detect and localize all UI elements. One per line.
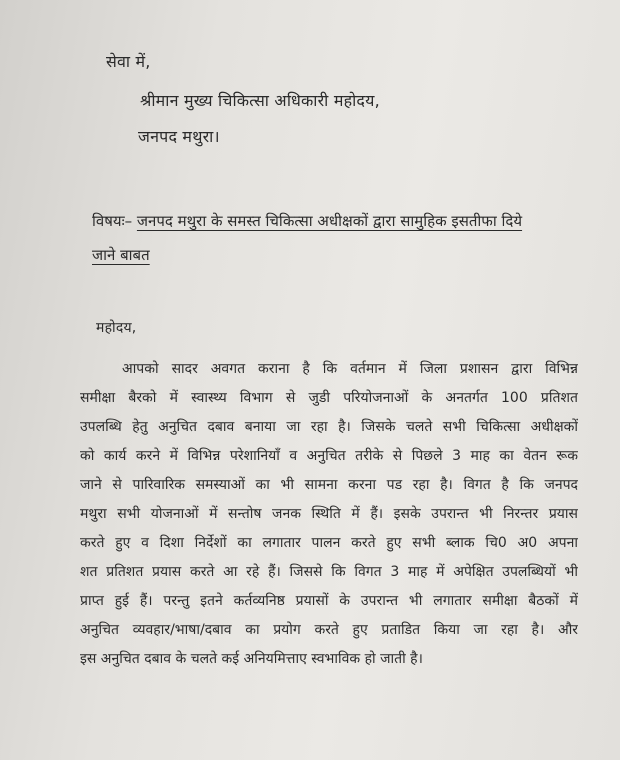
recipient-district: जनपद मथुरा। <box>138 127 220 146</box>
body-line: जाने से पारिवारिक समस्याओं का भी सामना करना पड रहा है। विगत है कि जनपद <box>80 477 578 493</box>
subject-block <box>92 204 592 272</box>
body-line: प्राप्त हुई हैं। परन्तु इतने कर्तव्यनिष्ठ प्रयासों के उपरान्त भी लगातार समीक्षा बैठकों में <box>80 593 578 609</box>
body-line: इस अनुचित दबाव के चलते कई अनियमित्ताए स्वभाविक हो जाती है। <box>80 651 423 667</box>
body-line: आपको सादर अवगत कराना है कि वर्तमान में जिला प्रशासन द्वारा विभिन्न <box>122 361 578 377</box>
body-line: उपलब्धि हेतु अनुचित दबाव बनाया जा रहा है। जिसके चलते सभी चिकित्सा अधीक्षकों <box>80 419 578 435</box>
body-line: करते हुए व दिशा निर्देशों का लगातार पालन करते हुए सभी ब्लाक चि0 अ0 अपना <box>80 535 578 551</box>
subject-label: विषयः– <box>92 212 133 230</box>
salutation-to: सेवा में, <box>106 52 151 71</box>
body-paragraph <box>80 355 578 674</box>
greeting: महोदय, <box>96 320 137 336</box>
recipient-officer: श्रीमान मुख्य चिकित्सा अधिकारी महोदय, <box>140 91 380 110</box>
body-line: समीक्षा बैरको में स्वास्थ्य विभाग से जुडी परियोजनाओं के अनतर्गत 100 प्रतिशत <box>80 390 578 406</box>
subject-line-1: जनपद मथुरा के समस्त चिकित्सा अधीक्षकों द्वारा सामुहिक इसतीफा दिये <box>136 212 523 230</box>
subject-line-2: जाने बाबत <box>92 246 150 264</box>
body-line: मथुरा सभी योजनाओं में सन्तोष जनक स्थिति में हैं। इसके उपरान्त भी निरन्तर प्रयास <box>80 506 578 522</box>
body-line: शत प्रतिशत प्रयास करते आ रहे हैं। जिससे कि विगत 3 माह में अपेक्षित उपलब्धियों भी <box>80 564 578 580</box>
body-line: को कार्य करने में विभिन्न परेशानियाँ व अनुचित तरीके से पिछले 3 माह का वेतन रूक <box>80 448 578 464</box>
body-line: अनुचित व्यवहार/भाषा/दबाव का प्रयोग करते हुए प्रताडित किया जा रहा है। और <box>80 622 578 638</box>
